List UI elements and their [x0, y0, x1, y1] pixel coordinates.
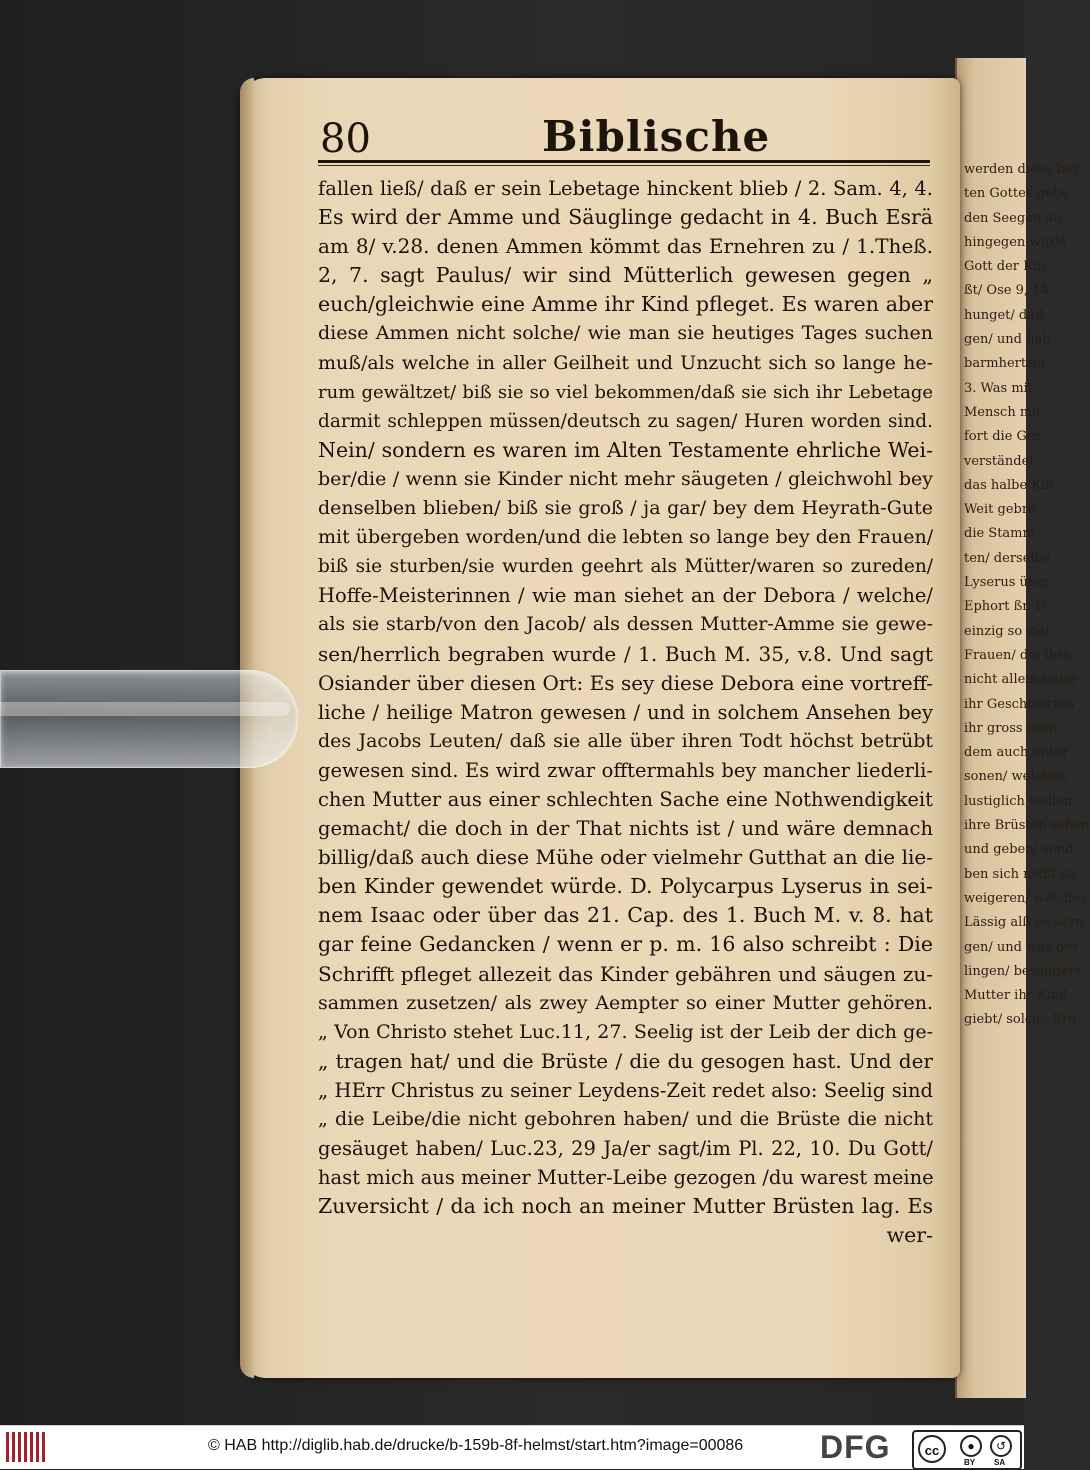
text-line: euch/gleichwie eine Amme ihr Kind pfleget. Es waren aber — [318, 292, 933, 317]
facing-text-line: Ephort ßr. D — [964, 599, 1046, 615]
facing-page — [955, 58, 1090, 1398]
facing-text-line: den Seegen an — [964, 210, 1062, 226]
text-line: gesäuget haben/ Luc.23, 29 Ja/er sagt/im Pl. 22, 10. Du Gott/ — [318, 1137, 933, 1161]
facing-text-line: dem auch unter — [964, 745, 1069, 761]
text-line: sen/herrlich begraben wurde / 1. Buch M. 35, v.8. Und sagt — [318, 641, 933, 666]
text-line: Es wird der Amme und Säuglinge gedacht in 4. Buch Esrä — [318, 205, 933, 230]
facing-text-line: ihr Geschmerten — [964, 696, 1075, 712]
attribution-icon: ● — [960, 1435, 982, 1457]
text-line: gewesen sind. Es wird zwar offtermahls bey mancher liederli- — [318, 758, 933, 782]
text-line: nem Isaac oder über das 21. Cap. des 1. Buch M. v. 8. hat — [318, 903, 933, 928]
facing-text-line: Mensch mit — [964, 404, 1042, 420]
text-line: Osiander über diesen Ort: Es sey diese Debora eine vortreff- — [318, 670, 933, 695]
text-line: am 8/ v.28. denen Ammen kömmt das Ernehren zu / 1.Theß. — [318, 234, 933, 259]
text-line: des Jacobs Leuten/ daß sie alle über ihren Todt höchst betrübt — [318, 729, 933, 752]
text-line: ber/die / wenn sie Kinder nicht mehr säugeten / gleichwohl bey — [318, 467, 933, 490]
facing-text-line: weigeren/ welches — [964, 890, 1087, 906]
text-line: darmit schleppen müssen/deutsch zu sagen/ Huren worden sind. — [318, 410, 933, 432]
text-line: wer- — [886, 1223, 933, 1248]
text-line: denselben blieben/ biß sie groß / ja gar/ bey dem Heyrath-Gute — [318, 497, 933, 520]
text-line: als sie starb/von den Jacob/ als dessen Mutter-Amme sie gewe- — [318, 613, 933, 636]
license-sa-label: SA — [994, 1458, 1006, 1467]
facing-text-line: einzig so viel — [964, 623, 1050, 639]
body-text — [318, 174, 933, 1250]
license-by-label: BY — [964, 1458, 976, 1467]
text-line: Schrifft pfleget allezeit das Kinder gebähren und säugen zu- — [318, 961, 933, 986]
facing-text-line: Gott der Kin — [964, 259, 1046, 275]
text-line: billig/daß auch diese Mühe oder vielmehr Gutthat an die lie- — [318, 845, 933, 870]
facing-text-line: hingegen wirds — [964, 234, 1066, 250]
glass-weight-highlight — [0, 702, 290, 716]
facing-text-line: das halbe Kin — [964, 477, 1054, 493]
facing-text-line: sonen/ welchen — [964, 769, 1067, 785]
text-line: Hoffe-Meisterinnen / wie man siehet an der Debora / welche/ — [318, 584, 933, 608]
facing-text-line: ten Gottes gebe — [964, 186, 1069, 202]
facing-text-line: Weit gebra — [964, 502, 1036, 518]
facing-text-line: Lässig alß es seyn — [964, 915, 1084, 931]
facing-text-line: und geben/ sond — [964, 842, 1074, 858]
text-line: fallen ließ/ daß er sein Lebetage hinckent blieb / 2. Sam. 4, 4. — [318, 177, 933, 200]
hab-logo-icon — [6, 1432, 50, 1462]
image-credit: © HAB http://diglib.hab.de/drucke/b-159b-8f-helmst/start.htm?image=00086 — [208, 1437, 744, 1454]
text-line: „ Von Christo stehet Luc.11, 27. Seelig ist der Leib der dich ge- — [318, 1020, 933, 1043]
facing-text-line: gen/ und was bey — [964, 939, 1080, 955]
facing-page-text — [957, 158, 1090, 1033]
text-line: Nein/ sondern es waren im Alten Testamente ehrliche Wei- — [318, 437, 933, 462]
footer-bar — [0, 1425, 1024, 1469]
license-badge[interactable] — [912, 1430, 1022, 1470]
facing-text-line: 3. Was mit — [964, 380, 1034, 396]
page-number: 80 — [320, 116, 371, 162]
facing-text-line: hunget/ daß — [964, 307, 1044, 323]
facing-text-line: die Stamm — [964, 526, 1035, 542]
text-line: „ HErr Christus zu seiner Leydens-Zeit redet also: Seelig sind — [318, 1078, 933, 1102]
facing-text-line: werden diese bey — [964, 162, 1080, 177]
header-rule-thin — [318, 165, 930, 166]
header-rule — [318, 160, 930, 163]
facing-text-line: ihre Brüsten sehen — [964, 818, 1090, 834]
share-alike-icon: ↺ — [990, 1435, 1012, 1457]
facing-text-line: Frauen/ die ihre — [964, 647, 1071, 663]
facing-text-line: gen/ und hab — [964, 332, 1051, 348]
text-line: hast mich aus meiner Mutter-Leibe gezogen /du warest meine — [318, 1166, 934, 1190]
creative-commons-icon: cc — [918, 1435, 946, 1463]
facing-text-line: Mutter ihr Kind — [964, 988, 1068, 1004]
facing-text-line: ßt/ Ose 9, 14 — [964, 283, 1049, 299]
text-line: gar feine Gedancken / wenn er p. m. 16 also schreibt : Die — [318, 932, 933, 957]
text-line: mit übergeben worden/und die lebten so lange bey den Frauen/ — [318, 526, 934, 549]
text-line: liche / heilige Matron gewesen / und in solchem Ansehen bey — [318, 700, 933, 724]
facing-text-line: barmhertzig — [964, 356, 1046, 372]
text-line: gemacht/ die doch in der That nichts ist / und wäre demnach — [318, 817, 933, 841]
text-line: muß/als welche in aller Geilheit und Unzucht sich so lange he- — [318, 351, 933, 374]
facing-text-line: fort die Ges — [964, 429, 1042, 445]
text-line: rum gewältzet/ biß sie so viel bekommen/daß sie sich ihr Lebetage — [318, 381, 933, 403]
text-line: ben Kinder gewendet würde. D. Polycarpus Lyserus in sei- — [318, 874, 933, 899]
text-line: „ die Leibe/die nicht gebohren haben/ und die Brüste die nicht — [318, 1108, 933, 1130]
text-line: Zuversicht / da ich noch an meiner Mutter Brüsten lag. Es — [318, 1194, 933, 1219]
facing-text-line: ihr gross thun — [964, 720, 1058, 736]
facing-text-line: giebt/ solche Brü — [964, 1012, 1077, 1028]
text-line: 2, 7. sagt Paulus/ wir sind Mütterlich gewesen gegen „ — [318, 263, 933, 288]
text-line: diese Ammen nicht solche/ wie man sie heutiges Tages suchen — [318, 322, 933, 345]
facing-text-line: verständet — [964, 453, 1035, 469]
facing-text-line: lustiglich wollen — [964, 793, 1073, 809]
text-line: biß sie sturben/sie wurden geehrt als Mütter/waren so zureden/ — [318, 556, 933, 578]
text-line: sammen zusetzen/ als zwey Aempter so einer Mutter gehören. — [318, 991, 933, 1014]
running-head: Biblische — [542, 112, 771, 161]
dfg-logo-icon: DFG — [820, 1429, 891, 1465]
facing-text-line: ten/ derselbe — [964, 550, 1051, 566]
facing-text-line: nicht allein unter — [964, 672, 1078, 688]
text-line: chen Mutter aus einer schlechten Sache eine Nothwendigkeit — [318, 787, 933, 811]
facing-text-line: ben sich nicht so — [964, 866, 1076, 882]
glass-page-weight — [0, 670, 298, 768]
text-line: „ tragen hat/ und die Brüste / die du gesogen hast. Und der — [318, 1048, 933, 1073]
facing-text-line: lingen/ besonders — [964, 963, 1082, 979]
facing-text-line: Lyserus über — [964, 575, 1051, 591]
